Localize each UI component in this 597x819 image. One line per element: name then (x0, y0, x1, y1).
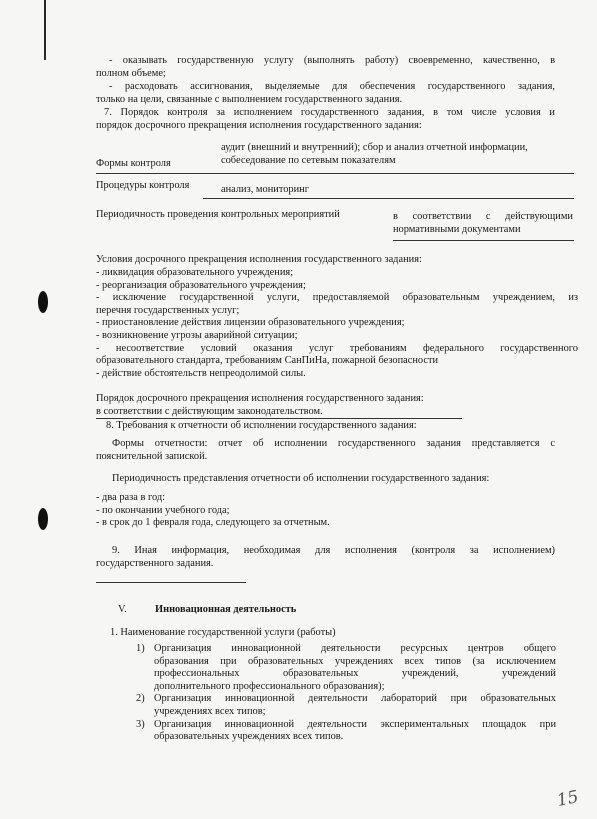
control-procedures-value: анализ, мониторинг (221, 184, 309, 195)
section-7-heading-cont: порядок досрочного прекращения исполнения государственного задания: (96, 120, 422, 131)
innovation-item-line: образования при образовательных учреждениях всех типов (за исключением (154, 655, 556, 667)
reporting-period-list (96, 492, 330, 530)
paragraph-funds: - расходовать ассигнования, выделяемые для обеспечения государственного задания, (109, 81, 555, 92)
paragraph-timely: - оказывать государственную услугу (выполнять работу) своевременно, качественно, в (109, 55, 555, 66)
innovation-item (136, 643, 556, 693)
termination-item: образовательного стандарта, требованиям СанПиНа, пожарной безопасности (96, 355, 439, 367)
handwritten-page-mark: 15 (555, 786, 581, 812)
control-row-divider (393, 240, 574, 241)
control-row-divider (96, 173, 574, 174)
innovation-item-line: Организация инновационной деятельности лабораторий при образовательных (154, 693, 556, 705)
termination-list (96, 267, 578, 380)
control-frequency-label: Периодичность проведения контрольных мероприятий (96, 209, 340, 220)
innovation-item-line: профессиональных образовательных учреждений, учреждений (154, 668, 556, 680)
control-forms-label: Формы контроля (96, 158, 171, 169)
reporting-period-item: - в срок до 1 февраля года, следующего за отчетным. (96, 517, 330, 529)
paragraph-timely-cont: полном объеме; (96, 68, 166, 79)
section-5-title: Инновационная деятельность (155, 604, 297, 615)
reporting-forms-cont: пояснительной запиской. (96, 451, 208, 462)
termination-item: - несоответствие условий оказания услуг требованиям федерального государственного (96, 342, 578, 354)
innovation-item-number: 1) (136, 643, 145, 654)
termination-item: - приостановление действия лицензии образовательного учреждения; (96, 317, 405, 329)
hole-punch-mark-top (38, 291, 48, 313)
hole-punch-mark-bottom (38, 508, 48, 530)
innovation-item-line: Организация инновационной деятельности ресурсных центров общего (154, 643, 556, 654)
control-procedures-label: Процедуры контроля (96, 180, 190, 191)
section-9-heading-cont: государственного задания. (96, 558, 214, 569)
paragraph-funds-cont: только на цели, связанные с выполнением государственного задания. (96, 94, 403, 105)
termination-item: - реорганизация образовательного учреждения; (96, 279, 306, 291)
service-name-heading: 1. Наименование государственной услуги (работы) (110, 627, 336, 638)
termination-item: перечня государственных услуг; (96, 304, 240, 316)
innovation-item-line: образовательных учреждениях всех типов. (154, 731, 344, 743)
innovation-item-line: учреждениях всех типов; (154, 705, 266, 717)
reporting-period-item: - два раза в год: (96, 492, 166, 503)
control-frequency-value-line1: в соответствии с действующими (393, 211, 573, 222)
termination-order-title: Порядок досрочного прекращения исполнения государственного задания: (96, 393, 424, 404)
section-7-heading: 7. Порядок контроля за исполнением государственного задания, в том числе условия и (104, 107, 555, 118)
section-8-heading: 8. Требования к отчетности об исполнении государственного задания: (106, 420, 417, 431)
control-forms-value-line2: собеседование по сетевым показателям (221, 155, 396, 166)
reporting-forms: Формы отчетности: отчет об исполнении государственного задания представляется с (112, 438, 555, 449)
termination-title: Условия досрочного прекращения исполнения государственного задания: (96, 254, 422, 265)
termination-item: - возникновение угрозы аварийной ситуации; (96, 329, 298, 341)
control-forms-value-line1: аудит (внешний и внутренний); сбор и анализ отчетной информации, (221, 142, 528, 153)
scan-edge-mark (44, 0, 46, 60)
section-9-heading: 9. Иная информация, необходимая для исполнения (контроля за исполнением) (112, 545, 555, 556)
innovation-item-number: 3) (136, 718, 145, 730)
order-underline (96, 418, 462, 419)
control-row-divider (203, 198, 574, 199)
control-frequency-value-line2: нормативными документами (393, 224, 521, 235)
termination-order-value: в соответствии с действующим законодательством. (96, 406, 323, 417)
reporting-period-title: Периодичность представления отчетности об исполнении государственного задания: (112, 473, 490, 484)
reporting-period-item: - по окончании учебного года; (96, 504, 230, 516)
innovation-list (136, 643, 556, 744)
innovation-item (136, 719, 556, 744)
section-5-number: V. (118, 604, 127, 615)
termination-item: - действие обстоятельств непреодолимой силы. (96, 367, 306, 379)
innovation-item (136, 693, 556, 718)
termination-item: - ликвидация образовательного учреждения; (96, 267, 294, 278)
innovation-item-number: 2) (136, 693, 145, 705)
innovation-item-line: Организация инновационной деятельности экспериментальных площадок при (154, 718, 556, 730)
innovation-item-line: дополнительного профессионального образования); (154, 680, 385, 692)
termination-item: - исключение государственной услуги, предоставляемой образовательным учреждением, из (96, 292, 578, 304)
section-9-underline (96, 582, 246, 583)
